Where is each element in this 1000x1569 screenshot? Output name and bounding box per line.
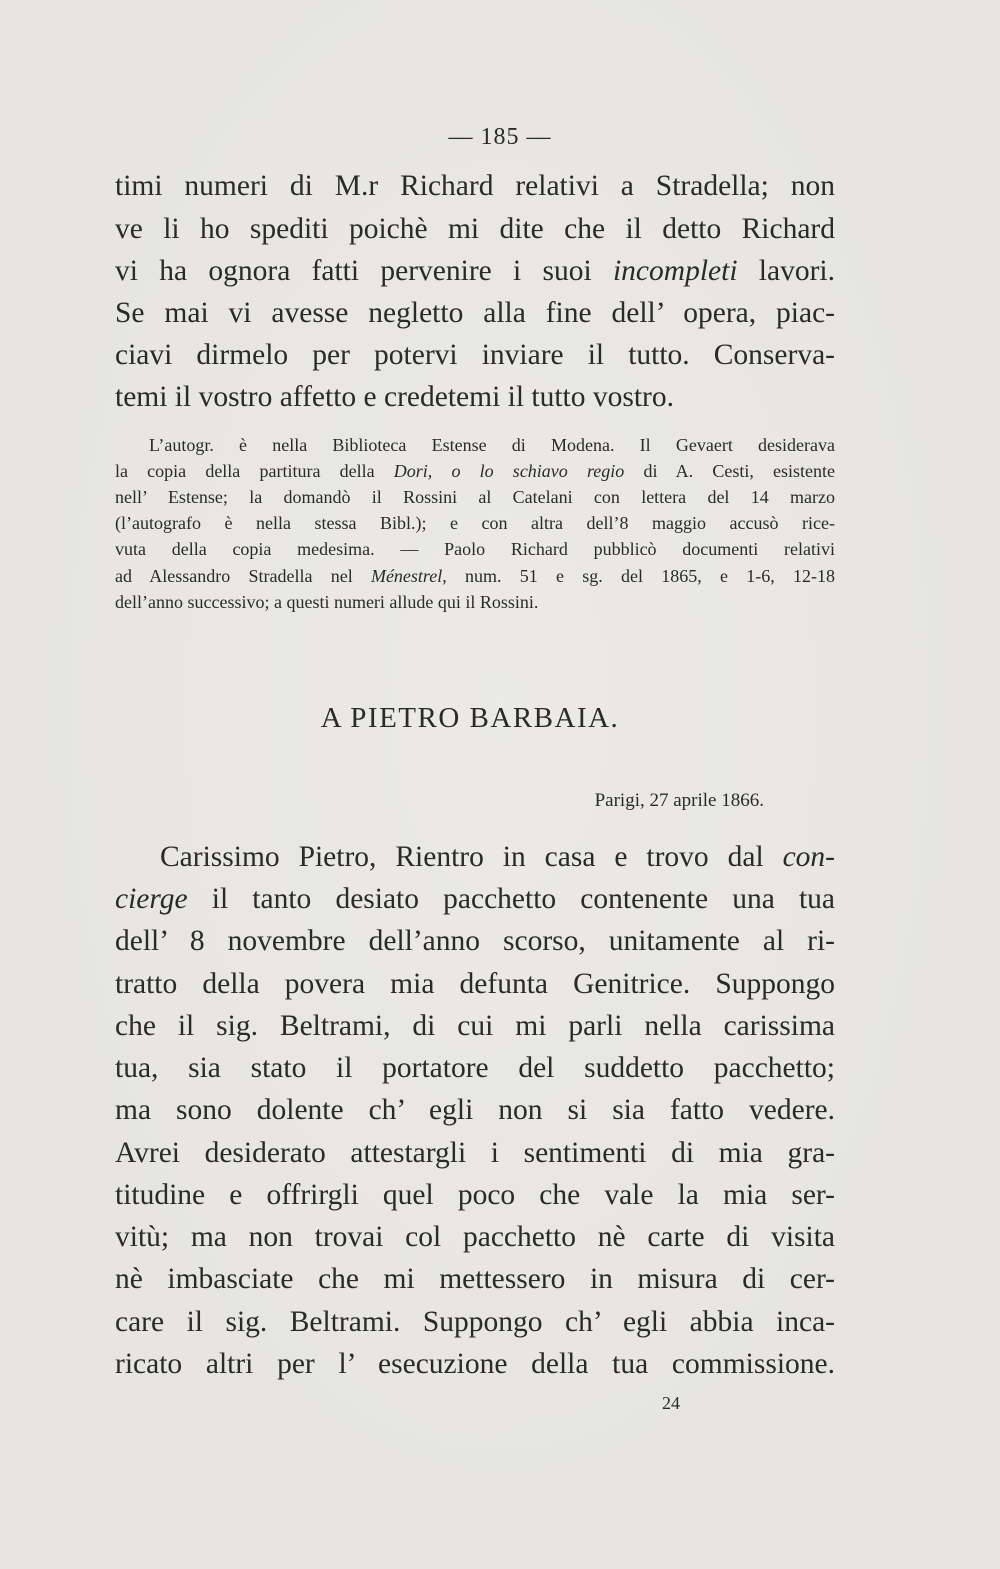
text-line: cierge il tanto desiato pacchetto contenente una tua — [115, 883, 835, 915]
text-line: ciavi dirmelo per potervi inviare il tutto. Conserva- — [115, 339, 835, 371]
text-line: Avrei desiderato attestargli i sentimenti di mia gra- — [115, 1137, 835, 1169]
footnote-line: dell’anno successivo; a questi numeri allude qui il Rossini. — [115, 592, 539, 612]
footnote-line: L’autogr. è nella Biblioteca Estense di Modena. Il Gevaert desiderava — [149, 435, 835, 455]
text-line: Se mai vi avesse negletto alla fine dell’ opera, piac- — [115, 297, 835, 329]
text-line: titudine e offrirgli quel poco che vale la mia ser- — [115, 1179, 835, 1211]
signature-mark: 24 — [662, 1393, 680, 1413]
text-line: dell’ 8 novembre dell’anno scorso, unitamente al ri- — [115, 925, 835, 957]
text-line: tua, sia stato il portatore del suddetto pacchetto; — [115, 1052, 835, 1084]
text-line: vi ha ognora fatti pervenire i suoi incompleti lavori. — [115, 255, 835, 287]
text-line: ma sono dolente ch’ egli non si sia fatto vedere. — [115, 1094, 835, 1126]
footnote-line: ad Alessandro Stradella nel Ménestrel, num. 51 e sg. del 1865, e 1-6, 12-18 — [115, 566, 835, 586]
text-line: nè imbasciate che mi mettessero in misura di cer- — [115, 1263, 835, 1295]
footnote-line: la copia della partitura della Dori, o lo schiavo regio di A. Cesti, esistente — [115, 461, 835, 481]
letter-date: Parigi, 27 aprile 1866. — [594, 790, 764, 811]
footnote-line: (l’autografo è nella stessa Bibl.); e con altra dell’8 maggio accusò rice- — [115, 513, 835, 533]
text-line: temi il vostro affetto e credetemi il tutto vostro. — [115, 381, 675, 413]
page-number: — 185 — — [448, 124, 552, 150]
text-line: care il sig. Beltrami. Suppongo ch’ egli abbia inca- — [115, 1306, 835, 1338]
text-line: Carissimo Pietro, Rientro in casa e trovo dal con- — [160, 841, 835, 873]
letter-heading: A PIETRO BARBAIA. — [320, 702, 620, 734]
footnote-line: nell’ Estense; la domandò il Rossini al Catelani con lettera del 14 marzo — [115, 487, 835, 507]
text-line: vitù; ma non trovai col pacchetto nè carte di visita — [115, 1221, 835, 1253]
text-line: che il sig. Beltrami, di cui mi parli nella carissima — [115, 1010, 835, 1042]
text-line: ve li ho spediti poichè mi dite che il detto Richard — [115, 213, 835, 245]
text-line: ricato altri per l’ esecuzione della tua commissione. — [115, 1348, 835, 1380]
text-line: timi numeri di M.r Richard relativi a Stradella; non — [115, 170, 835, 202]
text-line: tratto della povera mia defunta Genitrice. Suppongo — [115, 968, 835, 1000]
footnote-line: vuta della copia medesima. — Paolo Richard pubblicò documenti relativi — [115, 539, 835, 559]
